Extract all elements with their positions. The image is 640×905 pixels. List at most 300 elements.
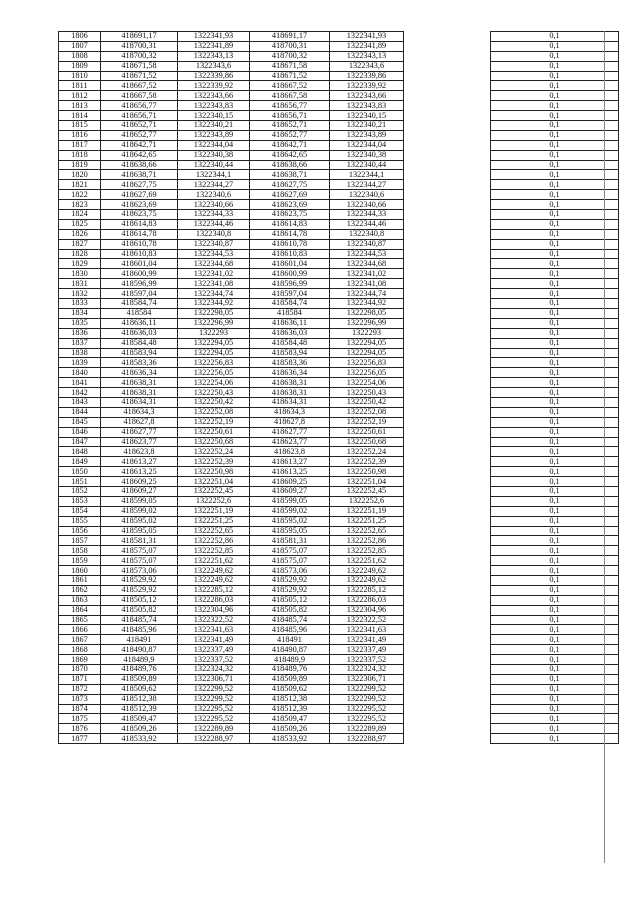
x-coordinate-copy-cell: 418491	[250, 635, 330, 645]
spacer-cell	[404, 665, 491, 675]
accuracy-cell: 0,1	[491, 546, 619, 556]
x-coordinate-copy-cell: 418490,87	[250, 645, 330, 655]
x-coordinate-cell: 418595,02	[101, 516, 178, 526]
x-coordinate-copy-cell: 418505,82	[250, 605, 330, 615]
accuracy-cell: 0,1	[491, 674, 619, 684]
y-coordinate-copy-cell: 1322340,15	[330, 111, 404, 121]
y-coordinate-cell: 1322252,65	[178, 526, 250, 536]
spacer-cell	[404, 625, 491, 635]
x-coordinate-cell: 418691,17	[101, 32, 178, 42]
point-number-cell: 1812	[59, 91, 101, 101]
y-coordinate-cell: 1322344,74	[178, 289, 250, 299]
point-number-cell: 1833	[59, 299, 101, 309]
table-row	[59, 81, 619, 91]
point-number-cell: 1869	[59, 655, 101, 665]
y-coordinate-cell: 1322294,05	[178, 338, 250, 348]
point-number-cell: 1832	[59, 289, 101, 299]
spacer-cell	[404, 575, 491, 585]
y-coordinate-cell: 1322294,05	[178, 348, 250, 358]
x-coordinate-cell: 418652,71	[101, 121, 178, 131]
point-number-cell: 1839	[59, 358, 101, 368]
spacer-cell	[404, 51, 491, 61]
x-coordinate-copy-cell: 418600,99	[250, 269, 330, 279]
y-coordinate-copy-cell: 1322304,96	[330, 605, 404, 615]
y-coordinate-cell: 1322296,99	[178, 318, 250, 328]
point-number-cell: 1859	[59, 556, 101, 566]
y-coordinate-cell: 1322344,53	[178, 249, 250, 259]
y-coordinate-copy-cell: 1322340,38	[330, 150, 404, 160]
spacer-cell	[404, 378, 491, 388]
y-coordinate-cell: 1322340,38	[178, 150, 250, 160]
accuracy-cell: 0,1	[491, 467, 619, 477]
x-coordinate-copy-cell: 418667,52	[250, 81, 330, 91]
y-coordinate-copy-cell: 1322256,83	[330, 358, 404, 368]
x-coordinate-copy-cell: 418485,74	[250, 615, 330, 625]
y-coordinate-cell: 1322250,68	[178, 437, 250, 447]
x-coordinate-copy-cell: 418509,47	[250, 714, 330, 724]
point-number-cell: 1806	[59, 32, 101, 42]
spacer-cell	[404, 210, 491, 220]
x-coordinate-cell: 418610,78	[101, 239, 178, 249]
spacer-cell	[404, 674, 491, 684]
y-coordinate-cell: 1322256,83	[178, 358, 250, 368]
x-coordinate-cell: 418512,38	[101, 694, 178, 704]
y-coordinate-copy-cell: 1322254,06	[330, 378, 404, 388]
y-coordinate-copy-cell: 1322343,6	[330, 61, 404, 71]
y-coordinate-cell: 1322340,66	[178, 200, 250, 210]
y-coordinate-cell: 1322293	[178, 328, 250, 338]
y-coordinate-cell: 1322344,46	[178, 219, 250, 229]
spacer-cell	[404, 170, 491, 180]
x-coordinate-copy-cell: 418529,92	[250, 575, 330, 585]
x-coordinate-copy-cell: 418613,25	[250, 467, 330, 477]
x-coordinate-copy-cell: 418642,65	[250, 150, 330, 160]
spacer-cell	[404, 91, 491, 101]
spacer-cell	[404, 289, 491, 299]
table-row	[59, 51, 619, 61]
x-coordinate-copy-cell: 418583,94	[250, 348, 330, 358]
x-coordinate-cell: 418512,39	[101, 704, 178, 714]
y-coordinate-cell: 1322251,04	[178, 477, 250, 487]
y-coordinate-cell: 1322344,04	[178, 140, 250, 150]
point-number-cell: 1811	[59, 81, 101, 91]
y-coordinate-cell: 1322343,83	[178, 101, 250, 111]
x-coordinate-copy-cell: 418627,8	[250, 417, 330, 427]
table-row	[59, 150, 619, 160]
x-coordinate-cell: 418613,25	[101, 467, 178, 477]
point-number-cell: 1842	[59, 388, 101, 398]
accuracy-cell: 0,1	[491, 704, 619, 714]
table-row	[59, 378, 619, 388]
point-number-cell: 1851	[59, 477, 101, 487]
point-number-cell: 1819	[59, 160, 101, 170]
accuracy-cell: 0,1	[491, 684, 619, 694]
point-number-cell: 1872	[59, 684, 101, 694]
accuracy-cell: 0,1	[491, 111, 619, 121]
x-coordinate-copy-cell: 418509,89	[250, 674, 330, 684]
point-number-cell: 1863	[59, 595, 101, 605]
spacer-cell	[404, 160, 491, 170]
spacer-cell	[404, 81, 491, 91]
spacer-cell	[404, 714, 491, 724]
y-coordinate-cell: 1322252,6	[178, 496, 250, 506]
accuracy-cell: 0,1	[491, 615, 619, 625]
accuracy-cell: 0,1	[491, 348, 619, 358]
point-number-cell: 1810	[59, 71, 101, 81]
x-coordinate-cell: 418485,96	[101, 625, 178, 635]
accuracy-cell: 0,1	[491, 219, 619, 229]
x-coordinate-cell: 418623,8	[101, 447, 178, 457]
y-coordinate-copy-cell: 1322256,05	[330, 368, 404, 378]
point-number-cell: 1856	[59, 526, 101, 536]
spacer-cell	[404, 477, 491, 487]
table-row	[59, 506, 619, 516]
spacer-cell	[404, 111, 491, 121]
point-number-cell: 1877	[59, 734, 101, 744]
y-coordinate-cell: 1322337,52	[178, 655, 250, 665]
y-coordinate-copy-cell: 1322251,62	[330, 556, 404, 566]
y-coordinate-copy-cell: 1322341,49	[330, 635, 404, 645]
y-coordinate-cell: 1322250,42	[178, 397, 250, 407]
y-coordinate-cell: 1322250,43	[178, 388, 250, 398]
point-number-cell: 1876	[59, 724, 101, 734]
x-coordinate-copy-cell: 418623,8	[250, 447, 330, 457]
x-coordinate-copy-cell: 418509,26	[250, 724, 330, 734]
point-number-cell: 1828	[59, 249, 101, 259]
table-row	[59, 625, 619, 635]
y-coordinate-cell: 1322344,33	[178, 210, 250, 220]
spacer-cell	[404, 724, 491, 734]
table-row	[59, 111, 619, 121]
spacer-cell	[404, 269, 491, 279]
point-number-cell: 1845	[59, 417, 101, 427]
accuracy-cell: 0,1	[491, 368, 619, 378]
x-coordinate-copy-cell: 418509,62	[250, 684, 330, 694]
x-coordinate-cell: 418505,12	[101, 595, 178, 605]
y-coordinate-copy-cell: 1322252,08	[330, 407, 404, 417]
spacer-cell	[404, 388, 491, 398]
x-coordinate-cell: 418623,75	[101, 210, 178, 220]
accuracy-cell: 0,1	[491, 388, 619, 398]
x-coordinate-copy-cell: 418610,78	[250, 239, 330, 249]
point-number-cell: 1815	[59, 121, 101, 131]
y-coordinate-copy-cell: 1322343,83	[330, 101, 404, 111]
x-coordinate-copy-cell: 418636,03	[250, 328, 330, 338]
y-coordinate-copy-cell: 1322340,44	[330, 160, 404, 170]
point-number-cell: 1868	[59, 645, 101, 655]
x-coordinate-copy-cell: 418610,83	[250, 249, 330, 259]
accuracy-cell: 0,1	[491, 427, 619, 437]
table-row	[59, 615, 619, 625]
accuracy-cell: 0,1	[491, 655, 619, 665]
table-row	[59, 526, 619, 536]
table-row	[59, 536, 619, 546]
x-coordinate-cell: 418489,76	[101, 665, 178, 675]
y-coordinate-cell: 1322344,68	[178, 259, 250, 269]
point-number-cell: 1821	[59, 180, 101, 190]
y-coordinate-copy-cell: 1322250,43	[330, 388, 404, 398]
accuracy-cell: 0,1	[491, 714, 619, 724]
accuracy-cell: 0,1	[491, 210, 619, 220]
x-coordinate-copy-cell: 418533,92	[250, 734, 330, 744]
x-coordinate-cell: 418609,25	[101, 477, 178, 487]
accuracy-cell: 0,1	[491, 289, 619, 299]
table-row	[59, 170, 619, 180]
y-coordinate-cell: 1322251,19	[178, 506, 250, 516]
x-coordinate-cell: 418652,77	[101, 130, 178, 140]
accuracy-cell: 0,1	[491, 190, 619, 200]
table-row	[59, 427, 619, 437]
table-row	[59, 190, 619, 200]
x-coordinate-copy-cell: 418599,02	[250, 506, 330, 516]
y-coordinate-cell: 1322252,86	[178, 536, 250, 546]
y-coordinate-copy-cell: 1322289,89	[330, 724, 404, 734]
x-coordinate-cell: 418584,48	[101, 338, 178, 348]
spacer-cell	[404, 348, 491, 358]
x-coordinate-copy-cell: 418691,17	[250, 32, 330, 42]
y-coordinate-copy-cell: 1322344,53	[330, 249, 404, 259]
x-coordinate-copy-cell: 418489,9	[250, 655, 330, 665]
table-row	[59, 457, 619, 467]
y-coordinate-cell: 1322340,87	[178, 239, 250, 249]
x-coordinate-cell: 418491	[101, 635, 178, 645]
table-row	[59, 407, 619, 417]
y-coordinate-copy-cell: 1322250,61	[330, 427, 404, 437]
point-number-cell: 1827	[59, 239, 101, 249]
point-number-cell: 1814	[59, 111, 101, 121]
x-coordinate-copy-cell: 418656,77	[250, 101, 330, 111]
x-coordinate-cell: 418636,34	[101, 368, 178, 378]
point-number-cell: 1822	[59, 190, 101, 200]
x-coordinate-cell: 418671,58	[101, 61, 178, 71]
spacer-cell	[404, 61, 491, 71]
point-number-cell: 1871	[59, 674, 101, 684]
x-coordinate-copy-cell: 418700,31	[250, 41, 330, 51]
table-row	[59, 516, 619, 526]
point-number-cell: 1809	[59, 61, 101, 71]
table-row	[59, 41, 619, 51]
x-coordinate-copy-cell: 418634,31	[250, 397, 330, 407]
accuracy-cell: 0,1	[491, 417, 619, 427]
table-row	[59, 556, 619, 566]
x-coordinate-cell: 418529,92	[101, 575, 178, 585]
table-row	[59, 239, 619, 249]
point-number-cell: 1866	[59, 625, 101, 635]
y-coordinate-cell: 1322339,92	[178, 81, 250, 91]
table-row	[59, 71, 619, 81]
spacer-cell	[404, 130, 491, 140]
spacer-cell	[404, 299, 491, 309]
spacer-cell	[404, 437, 491, 447]
point-number-cell: 1848	[59, 447, 101, 457]
accuracy-cell: 0,1	[491, 180, 619, 190]
table-row	[59, 467, 619, 477]
y-coordinate-cell: 1322340,21	[178, 121, 250, 131]
x-coordinate-cell: 418671,52	[101, 71, 178, 81]
x-coordinate-copy-cell: 418485,96	[250, 625, 330, 635]
spacer-cell	[404, 180, 491, 190]
y-coordinate-copy-cell: 1322252,85	[330, 546, 404, 556]
accuracy-cell: 0,1	[491, 308, 619, 318]
y-coordinate-cell: 1322306,71	[178, 674, 250, 684]
x-coordinate-cell: 418575,07	[101, 556, 178, 566]
point-number-cell: 1836	[59, 328, 101, 338]
accuracy-cell: 0,1	[491, 150, 619, 160]
x-coordinate-copy-cell: 418599,05	[250, 496, 330, 506]
accuracy-cell: 0,1	[491, 279, 619, 289]
x-coordinate-cell: 418596,99	[101, 279, 178, 289]
point-number-cell: 1808	[59, 51, 101, 61]
point-number-cell: 1857	[59, 536, 101, 546]
y-coordinate-cell: 1322344,1	[178, 170, 250, 180]
accuracy-cell: 0,1	[491, 575, 619, 585]
spacer-cell	[404, 704, 491, 714]
y-coordinate-cell: 1322324,32	[178, 665, 250, 675]
table-row	[59, 674, 619, 684]
y-coordinate-cell: 1322256,05	[178, 368, 250, 378]
spacer-cell	[404, 279, 491, 289]
x-coordinate-copy-cell: 418623,69	[250, 200, 330, 210]
point-number-cell: 1817	[59, 140, 101, 150]
x-coordinate-copy-cell: 418581,31	[250, 536, 330, 546]
spacer-cell	[404, 536, 491, 546]
y-coordinate-copy-cell: 1322344,92	[330, 299, 404, 309]
table-row	[59, 269, 619, 279]
x-coordinate-cell: 418583,94	[101, 348, 178, 358]
accuracy-cell: 0,1	[491, 665, 619, 675]
accuracy-cell: 0,1	[491, 625, 619, 635]
x-coordinate-cell: 418490,87	[101, 645, 178, 655]
spacer-cell	[404, 516, 491, 526]
y-coordinate-copy-cell: 1322251,19	[330, 506, 404, 516]
y-coordinate-cell: 1322341,93	[178, 32, 250, 42]
x-coordinate-cell: 418573,06	[101, 566, 178, 576]
spacer-cell	[404, 259, 491, 269]
y-coordinate-cell: 1322304,96	[178, 605, 250, 615]
spacer-cell	[404, 338, 491, 348]
point-number-cell: 1850	[59, 467, 101, 477]
y-coordinate-cell: 1322289,89	[178, 724, 250, 734]
x-coordinate-copy-cell: 418638,71	[250, 170, 330, 180]
y-coordinate-cell: 1322285,12	[178, 585, 250, 595]
y-coordinate-copy-cell: 1322288,97	[330, 734, 404, 744]
x-coordinate-copy-cell: 418609,27	[250, 486, 330, 496]
x-coordinate-cell: 418584,74	[101, 299, 178, 309]
x-coordinate-copy-cell: 418595,02	[250, 516, 330, 526]
spacer-cell	[404, 595, 491, 605]
accuracy-cell: 0,1	[491, 170, 619, 180]
spacer-cell	[404, 358, 491, 368]
point-number-cell: 1824	[59, 210, 101, 220]
y-coordinate-copy-cell: 1322252,6	[330, 496, 404, 506]
point-number-cell: 1823	[59, 200, 101, 210]
spacer-cell	[404, 655, 491, 665]
x-coordinate-copy-cell: 418627,69	[250, 190, 330, 200]
y-coordinate-copy-cell: 1322299,52	[330, 694, 404, 704]
table-row	[59, 368, 619, 378]
table-row	[59, 32, 619, 42]
y-coordinate-copy-cell: 1322344,74	[330, 289, 404, 299]
x-coordinate-copy-cell: 418642,71	[250, 140, 330, 150]
spacer-cell	[404, 447, 491, 457]
y-coordinate-cell: 1322322,52	[178, 615, 250, 625]
spacer-cell	[404, 734, 491, 744]
point-number-cell: 1844	[59, 407, 101, 417]
x-coordinate-cell: 418700,32	[101, 51, 178, 61]
spacer-cell	[404, 368, 491, 378]
accuracy-cell: 0,1	[491, 595, 619, 605]
point-number-cell: 1870	[59, 665, 101, 675]
x-coordinate-cell: 418667,58	[101, 91, 178, 101]
point-number-cell: 1843	[59, 397, 101, 407]
point-number-cell: 1858	[59, 546, 101, 556]
x-coordinate-copy-cell: 418584,74	[250, 299, 330, 309]
y-coordinate-copy-cell: 1322295,52	[330, 714, 404, 724]
x-coordinate-cell: 418509,62	[101, 684, 178, 694]
point-number-cell: 1864	[59, 605, 101, 615]
point-number-cell: 1852	[59, 486, 101, 496]
accuracy-cell: 0,1	[491, 41, 619, 51]
y-coordinate-cell: 1322252,08	[178, 407, 250, 417]
y-coordinate-cell: 1322341,08	[178, 279, 250, 289]
spacer-cell	[404, 615, 491, 625]
spacer-cell	[404, 546, 491, 556]
x-coordinate-cell: 418634,3	[101, 407, 178, 417]
y-coordinate-copy-cell: 1322340,8	[330, 229, 404, 239]
y-coordinate-cell: 1322341,89	[178, 41, 250, 51]
accuracy-cell: 0,1	[491, 566, 619, 576]
x-coordinate-cell: 418509,26	[101, 724, 178, 734]
spacer-cell	[404, 506, 491, 516]
y-coordinate-copy-cell: 1322344,33	[330, 210, 404, 220]
x-coordinate-cell: 418505,82	[101, 605, 178, 615]
point-number-cell: 1830	[59, 269, 101, 279]
accuracy-cell: 0,1	[491, 506, 619, 516]
y-coordinate-copy-cell: 1322341,93	[330, 32, 404, 42]
y-coordinate-cell: 1322340,6	[178, 190, 250, 200]
accuracy-cell: 0,1	[491, 328, 619, 338]
table-row	[59, 397, 619, 407]
accuracy-cell: 0,1	[491, 724, 619, 734]
spacer-cell	[404, 457, 491, 467]
x-coordinate-copy-cell: 418596,99	[250, 279, 330, 289]
x-coordinate-cell: 418656,77	[101, 101, 178, 111]
y-coordinate-cell: 1322341,49	[178, 635, 250, 645]
x-coordinate-cell: 418597,04	[101, 289, 178, 299]
x-coordinate-cell: 418638,31	[101, 378, 178, 388]
spacer-cell	[404, 496, 491, 506]
table-row	[59, 575, 619, 585]
y-coordinate-copy-cell: 1322343,66	[330, 91, 404, 101]
table-row	[59, 635, 619, 645]
y-coordinate-cell: 1322299,52	[178, 694, 250, 704]
x-coordinate-cell: 418636,11	[101, 318, 178, 328]
table-row	[59, 140, 619, 150]
table-row	[59, 61, 619, 71]
x-coordinate-copy-cell: 418614,83	[250, 219, 330, 229]
point-number-cell: 1873	[59, 694, 101, 704]
accuracy-cell: 0,1	[491, 239, 619, 249]
x-coordinate-copy-cell: 418529,92	[250, 585, 330, 595]
point-number-cell: 1860	[59, 566, 101, 576]
spacer-cell	[404, 71, 491, 81]
x-coordinate-cell: 418601,04	[101, 259, 178, 269]
y-coordinate-copy-cell: 1322285,12	[330, 585, 404, 595]
x-coordinate-cell: 418509,47	[101, 714, 178, 724]
x-coordinate-cell: 418627,69	[101, 190, 178, 200]
accuracy-cell: 0,1	[491, 585, 619, 595]
spacer-cell	[404, 684, 491, 694]
